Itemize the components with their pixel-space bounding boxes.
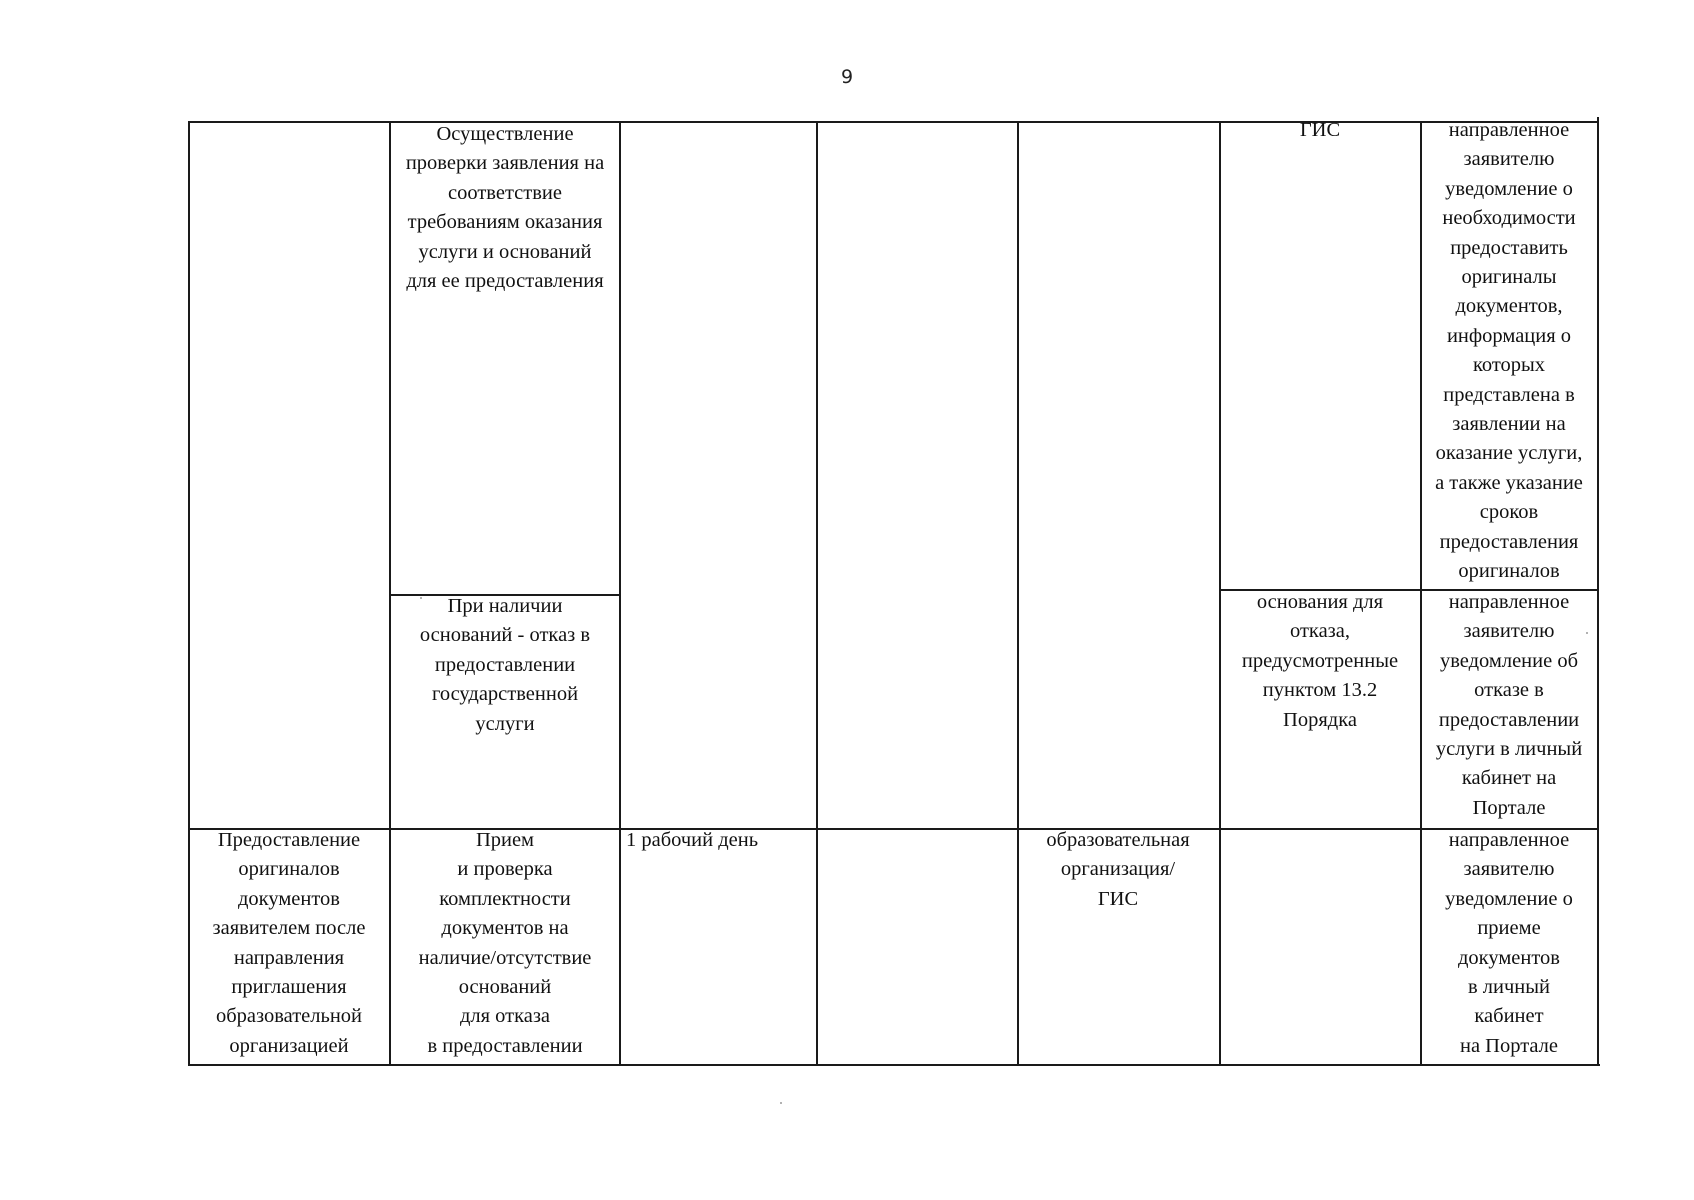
- scan-speck: [420, 597, 422, 599]
- cell-notification-refusal: направленное заявителю уведомление об отказе в предоставлении услуги в личный кабинет на Портале: [1435, 591, 1583, 819]
- page-number: 9: [840, 66, 854, 88]
- cell-check-application: Осуществление проверки заявления на соответствие требованиям оказания услуги и оснований для ее предоставления: [405, 123, 605, 293]
- table-border-right: [1597, 117, 1599, 1065]
- cell-notification-originals: направленное заявителю уведомление о необходимости предоставить оригиналы документов, информация о которых представлена в заявлении на оказание услуги, а также указание сроков предоставления оригиналов: [1435, 119, 1583, 583]
- table-border-bottom: [188, 1064, 1600, 1066]
- cell-gis-system: ГИС: [1299, 119, 1341, 141]
- cell-refusal-step: При наличии оснований - отказ в предоставлении государственной услуги: [419, 595, 591, 735]
- cell-refusal-grounds: основания для отказа, предусмотренные пунктом 13.2 Порядка: [1241, 591, 1399, 731]
- scan-speck: [1586, 632, 1588, 634]
- cell-originals-submission: Предоставление оригиналов документов заявителем после направления приглашения образовательной организацией: [212, 829, 366, 1057]
- cell-notification-acceptance: направленное заявителю уведомление о приеме документов в личный кабинет на Портале: [1445, 829, 1573, 1057]
- col-divider-3: [816, 121, 818, 1065]
- scan-speck: [780, 1102, 782, 1104]
- col-divider-4: [1017, 121, 1019, 1065]
- cell-responsible-org: образовательная организация/ ГИС: [1046, 829, 1190, 910]
- cell-document-check: Прием и проверка комплектности документов на наличие/отсутствие оснований для отказа в предоставлении: [418, 829, 592, 1057]
- cell-duration: 1 рабочий день: [626, 829, 759, 851]
